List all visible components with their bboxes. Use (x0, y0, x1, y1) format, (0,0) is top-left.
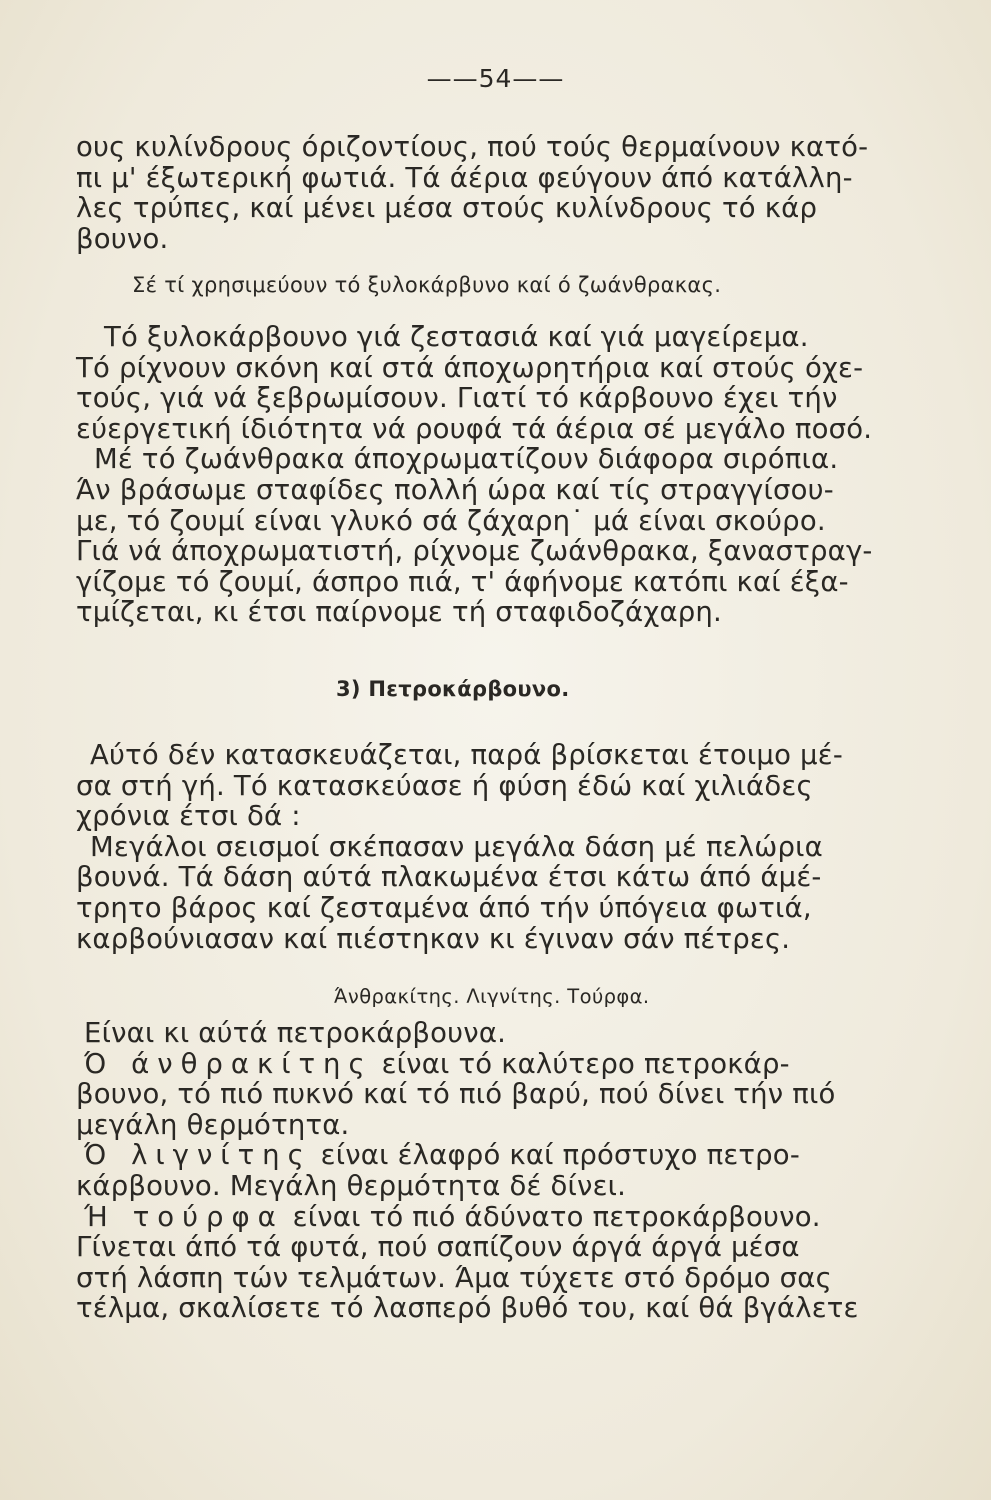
text-line: λες τρύπες, καί μένει μέσα στούς κυλίνδρους τό κάρ (76, 192, 818, 225)
text-line: χρόνια έτσι δά : (76, 800, 301, 833)
text-line (76, 1049, 896, 1080)
section-heading: 3) Πετροκάρβουνο. (336, 677, 570, 701)
text-line: βουνο, τό πιό πυκνό καί τό πιό βαρύ, πού δίνει τήν πιό (76, 1078, 836, 1111)
origin-paragraph (76, 740, 896, 954)
page-number: ——54—— (426, 64, 565, 93)
text-line: με, τό ζουμί είναι γλυκό σά ζάχαρη˙ μά είναι σκούρο. (76, 504, 826, 537)
text-line: κάρβουνο. Μεγάλη θερμότητα δέ δίνει. (76, 1169, 627, 1202)
text-line: Αύτό δέν κατασκευάζεται, παρά βρίσκεται έτοιμο μέ- (90, 739, 843, 771)
text-line: πι μ' έξωτερική φωτιά. Τά άέρια φεύγουν άπό κατάλλη- (76, 161, 853, 194)
text-line: Γίνεται άπό τά φυτά, πού σαπίζουν άργά άργά μέσα (76, 1231, 800, 1264)
types-paragraph (76, 1018, 896, 1324)
text-line: Μέ τό ζωάνθρακα άποχρωματίζουν διάφορα σιρόπια. (94, 443, 839, 476)
text-run: είναι έλαφρό καί πρόστυχο πετρο- (311, 1139, 800, 1172)
text-line: καρβούνιασαν καί πιέστηκαν κι έγιναν σάν πέτρες. (76, 922, 791, 955)
intro-paragraph (76, 132, 896, 254)
text-line: Είναι κι αύτά πετροκάρβουνα. (84, 1017, 507, 1049)
text-line: σα στή γή. Τό κατασκεύασε ή φύση έδώ καί χιλιάδες (76, 769, 813, 802)
text-line: βουνά. Τά δάση αύτά πλακωμένα έτσι κάτω άπό άμέ- (76, 861, 822, 894)
term-peat: Ή τούρφα (84, 1200, 284, 1233)
text-line: Γιά νά άποχρωματιστή, ρίχνομε ζωάνθρακα, ξαναστραγ- (76, 535, 873, 568)
text-line: τρητο βάρος καί ζεσταμένα άπό τήν ύπόγεια φωτιά, (76, 891, 812, 924)
uses-paragraph (76, 322, 896, 628)
text-run: είναι τό πιό άδύνατο πετροκάρβουνο. (283, 1200, 821, 1233)
text-line: Τό ρίχνουν σκόνη καί στά άποχωρητήρια καί στούς όχε- (76, 351, 864, 384)
text-line: Τό ξυλοκάρβουνο γιά ζεστασιά καί γιά μαγείρεμα. (104, 321, 809, 353)
text-line: μεγάλη θερμότητα. (76, 1108, 350, 1141)
question-subheading: Σέ τί χρησιμεύουν τό ξυλοκάρβυνο καί ό ζωάνθρακας. (132, 273, 722, 297)
text-line (76, 1202, 896, 1233)
text-line: ους κυλίνδρους όριζοντίους, πού τούς θερμαίνουν κατό- (76, 131, 869, 163)
text-line: στή λάσπη τών τελμάτων. Άμα τύχετε στό δρόμο σας (76, 1261, 832, 1294)
types-subheading: Άνθρακίτης. Λιγνίτης. Τούρφα. (334, 985, 650, 1008)
text-line: Μεγάλοι σεισμοί σκέπασαν μεγάλα δάση μέ πελώρια (90, 830, 823, 863)
text-line: εύεργετική ίδιότητα νά ρουφά τά άέρια σέ μεγάλο ποσό. (76, 412, 873, 445)
text-line: τέλμα, σκαλίσετε τό λασπερό βυθό του, καί θά βγάλετε (76, 1292, 859, 1325)
text-line: Άν βράσωμε σταφίδες πολλή ώρα καί τίς στραγγίσου- (76, 473, 834, 506)
text-line: βουνο. (76, 222, 169, 255)
text-line: τούς, γιά νά ξεβρωμίσουν. Γιατί τό κάρβουνο έχει τήν (76, 382, 838, 415)
text-line: γίζομε τό ζουμί, άσπρο πιά, τ' άφήνομε κατόπι καί έξα- (76, 565, 849, 598)
term-lignite: Ό λιγνίτης (84, 1139, 312, 1172)
term-anthracite: Ό άνθρακίτης (84, 1047, 373, 1080)
text-run: είναι τό καλύτερο πετροκάρ- (372, 1047, 790, 1080)
text-line: τμίζεται, κι έτσι παίρνομε τή σταφιδοζάχαρη. (76, 596, 722, 629)
text-line (76, 1140, 896, 1171)
